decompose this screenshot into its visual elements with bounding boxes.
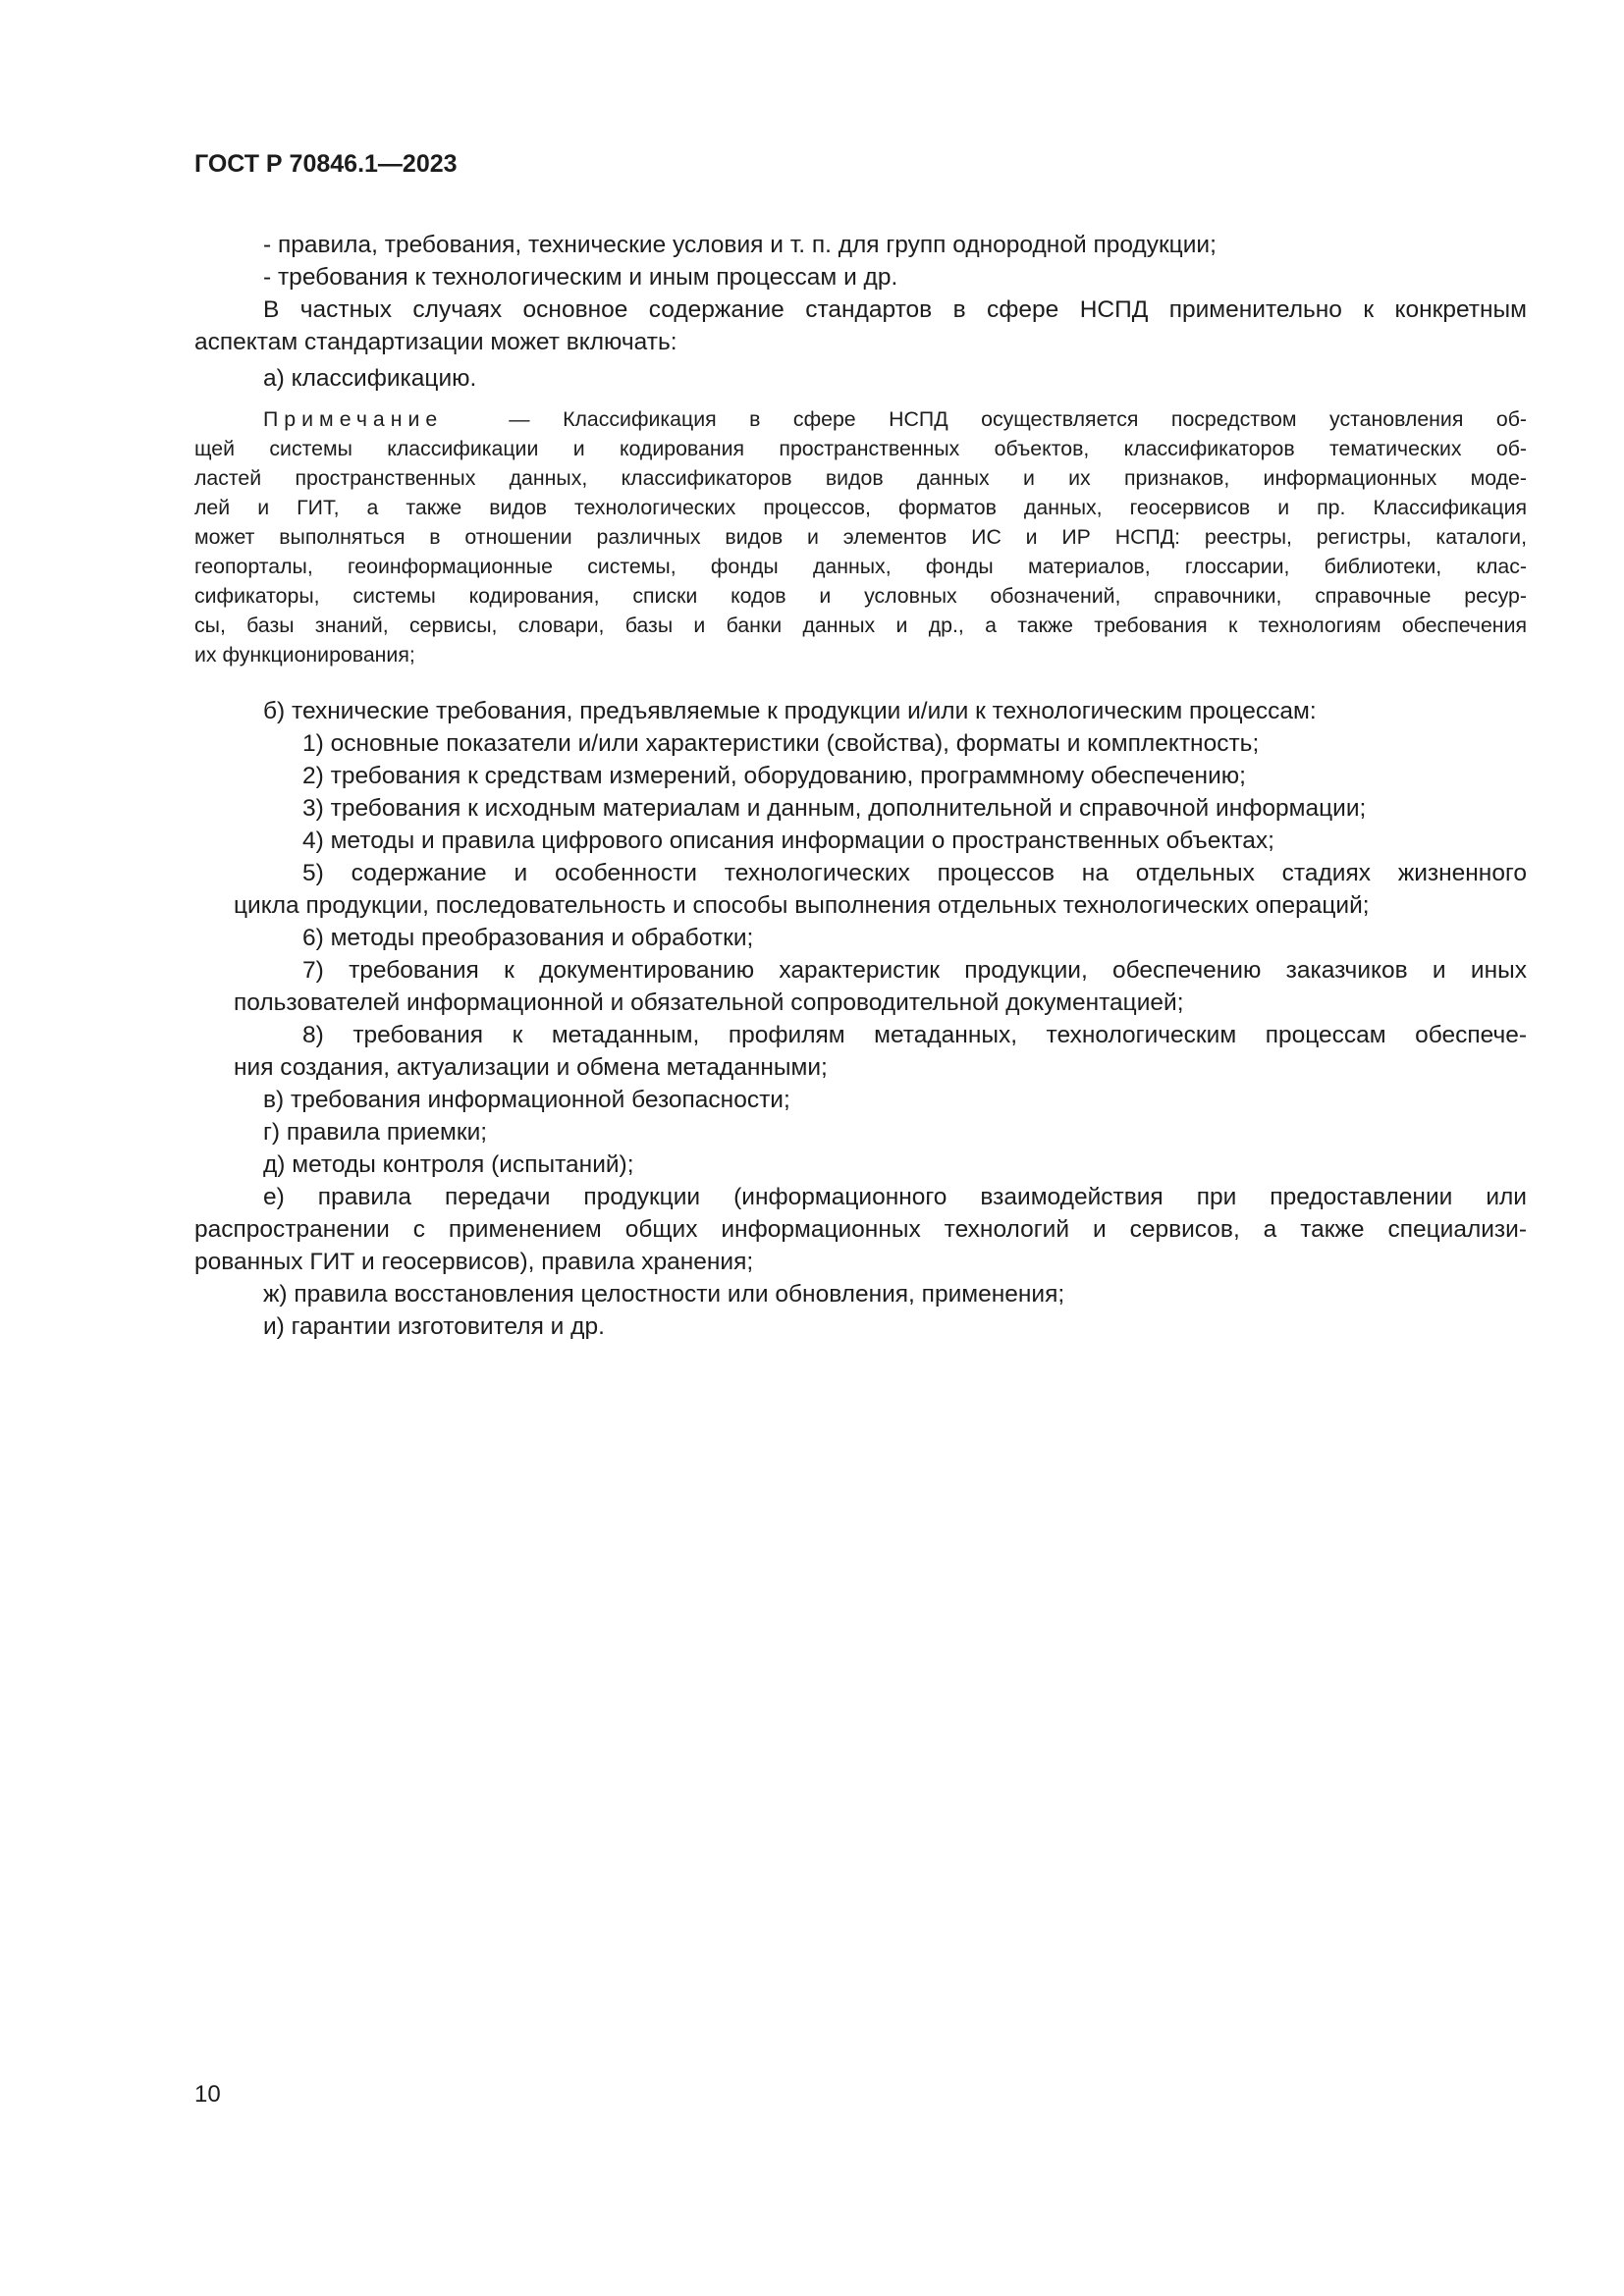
note-line: геопорталы, геоинформационные системы, фонды данных, фонды материалов, глоссарии, библиотеки, клас- (194, 555, 1527, 578)
list-item: цикла продукции, последовательность и способы выполнения отдельных технологических операций; (234, 892, 1370, 919)
note-first-line-text: — Классификация в сфере НСПД осуществляется посредством установления об- (509, 407, 1527, 431)
text-line: В частных случаях основное содержание стандартов в сфере НСПД применительно к конкретным (263, 296, 1527, 323)
text-line: а) классификацию. (263, 365, 477, 392)
list-item: 7) требования к документированию характеристик продукции, обеспечению заказчиков и иных (302, 957, 1527, 984)
list-item: е) правила передачи продукции (информационного взаимодействия при предоставлении или (263, 1184, 1527, 1210)
list-item: в) требования информационной безопасности; (263, 1087, 790, 1113)
list-item: 2) требования к средствам измерений, оборудованию, программному обеспечению; (302, 763, 1246, 789)
list-item: 5) содержание и особенности технологических процессов на отдельных стадиях жизненного (302, 860, 1527, 886)
list-item: 1) основные показатели и/или характеристики (свойства), форматы и комплектность; (302, 730, 1260, 757)
note-label: Примечание (263, 407, 444, 431)
note-line: сификаторы, системы кодирования, списки кодов и условных обозначений, справочники, справочные ресур- (194, 584, 1527, 608)
note-line: их функционирования; (194, 643, 415, 667)
list-item: ния создания, актуализации и обмена метаданными; (234, 1054, 828, 1081)
list-item: д) методы контроля (испытаний); (263, 1151, 634, 1178)
list-item: 4) методы и правила цифрового описания информации о пространственных объектах; (302, 828, 1274, 854)
page-number: 10 (194, 2081, 221, 2108)
list-item: 8) требования к метаданным, профилям метаданных, технологическим процессам обеспече- (302, 1022, 1527, 1048)
note-line: сы, базы знаний, сервисы, словари, базы и банки данных и др., а также требования к технологиям обеспечения (194, 614, 1527, 637)
note-line: лей и ГИТ, а также видов технологических процессов, форматов данных, геосервисов и пр. Классификация (194, 496, 1527, 519)
list-item: 3) требования к исходным материалам и данным, дополнительной и справочной информации; (302, 795, 1367, 822)
note-line: ластей пространственных данных, классификаторов видов данных и их признаков, информационных моде- (194, 466, 1527, 490)
text-line: - требования к технологическим и иным процессам и др. (263, 264, 898, 291)
document-number-header: ГОСТ Р 70846.1—2023 (194, 150, 458, 178)
note-line: может выполняться в отношении различных видов и элементов ИС и ИР НСПД: реестры, регистры, каталоги, (194, 525, 1527, 549)
list-item: рованных ГИТ и геосервисов), правила хранения; (194, 1249, 754, 1275)
text-line: аспектам стандартизации может включать: (194, 329, 677, 355)
list-item: распространении с применением общих информационных технологий и сервисов, а также специализи- (194, 1216, 1527, 1243)
note-first-line (263, 404, 1527, 434)
list-item: г) правила приемки; (263, 1119, 488, 1146)
list-item: б) технические требования, предъявляемые к продукции и/или к технологическим процессам: (263, 698, 1317, 724)
note-line: щей системы классификации и кодирования пространственных объектов, классификаторов тематических об- (194, 437, 1527, 460)
list-item: пользователей информационной и обязательной сопроводительной документацией; (234, 989, 1184, 1016)
text-line: - правила, требования, технические условия и т. п. для групп однородной продукции; (263, 232, 1217, 258)
list-item: 6) методы преобразования и обработки; (302, 925, 754, 951)
list-item: и) гарантии изготовителя и др. (263, 1313, 605, 1340)
list-item: ж) правила восстановления целостности или обновления, применения; (263, 1281, 1065, 1308)
